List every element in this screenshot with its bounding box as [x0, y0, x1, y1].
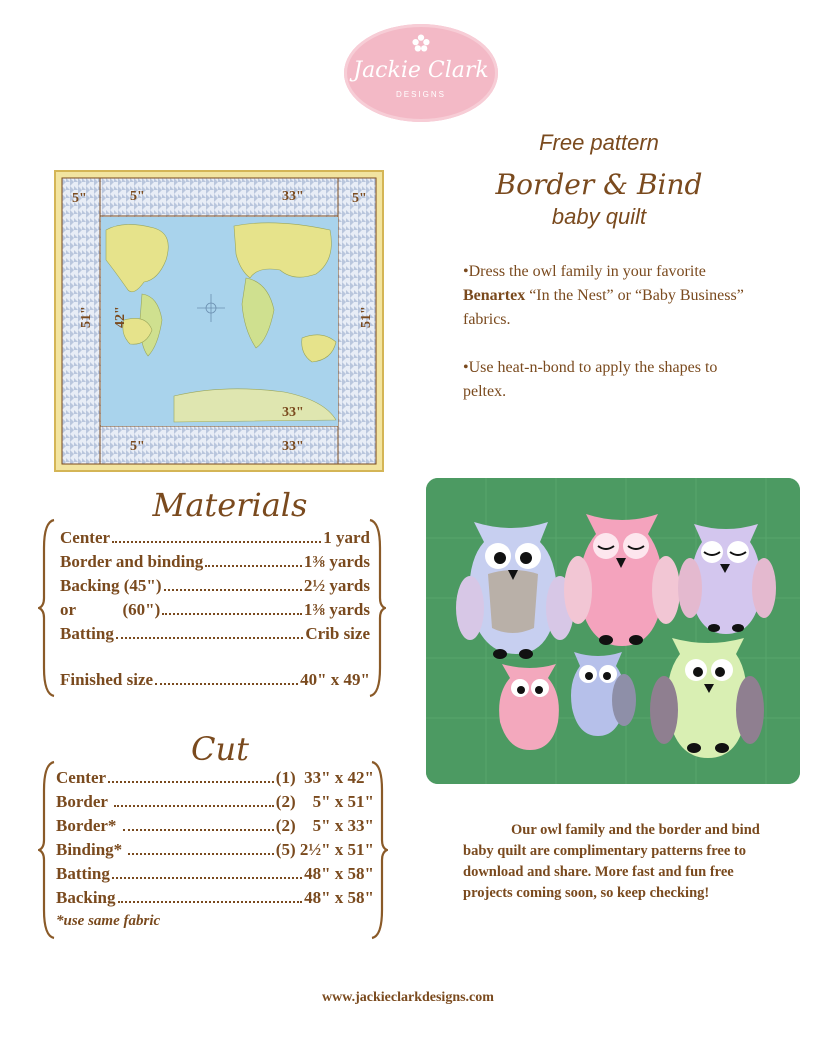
cut-value: (5) 2½" x 51" [275, 840, 374, 859]
cut-label: Binding* [56, 840, 127, 859]
label-top-left-5: 5" [72, 191, 87, 206]
cut-label: Backing [56, 888, 116, 907]
world-map-panel [101, 217, 338, 426]
label-top-5: 5" [130, 189, 145, 204]
cut-row [56, 766, 374, 790]
left-brace-icon [38, 760, 56, 940]
materials-row [60, 574, 370, 598]
heading-line-1: Free pattern [539, 130, 659, 155]
bullet-fabrics-pre: •Dress the owl family in your favorite [463, 263, 706, 280]
cut-label: Center [56, 768, 107, 787]
cut-note: *use same fabric [56, 913, 161, 929]
footer-website-link[interactable]: www.jackieclarkdesigns.com [322, 990, 494, 1005]
materials-title: Materials [152, 486, 308, 524]
materials-row [60, 526, 370, 550]
cut-value: 48" x 58" [304, 864, 374, 883]
cut-label: Batting [56, 864, 110, 883]
cut-row [56, 886, 374, 910]
materials-label: Border and binding [60, 552, 204, 571]
heading-line-3: baby quilt [551, 204, 647, 229]
materials-row [60, 550, 370, 574]
brand-logo [344, 24, 498, 122]
bullet-heat-n-bond: •Use heat-n-bond to apply the shapes to peltex. [463, 359, 718, 400]
bullet-fabrics [463, 260, 763, 332]
materials-label: Batting [60, 624, 114, 643]
label-left-51: 51" [79, 306, 94, 328]
label-top-33: 33" [282, 189, 304, 204]
materials-row [60, 598, 370, 622]
materials-value: Crib size [305, 624, 370, 643]
bullet-fabrics-post: “In the Nest” or “Baby Business” fabrics. [463, 287, 744, 328]
cut-row [56, 862, 374, 886]
cut-value: (2) 5" x 33" [275, 816, 374, 835]
materials-value: 1 yard [323, 528, 370, 547]
cut-list [56, 766, 374, 932]
materials-list [60, 526, 370, 692]
materials-label: Center [60, 528, 111, 547]
cut-title: Cut [191, 730, 249, 768]
logo-sub-text: DESIGNS [395, 90, 446, 99]
cut-row [56, 838, 374, 862]
label-right-51: 51" [359, 306, 374, 328]
label-bottom-5: 5" [130, 439, 145, 454]
brand-benartex: Benartex [463, 287, 526, 304]
materials-value: 2½ yards [303, 576, 370, 595]
finished-size-value: 40" x 49" [300, 670, 370, 689]
cut-row [56, 814, 374, 838]
label-bottom-33: 33" [282, 439, 304, 454]
materials-row [60, 622, 370, 646]
heading-line-2: Border & Bind [495, 168, 703, 201]
description-paragraph [463, 820, 763, 904]
cut-label: Border [56, 792, 112, 811]
left-brace-icon [38, 518, 56, 698]
finished-size-label: Finished size [60, 670, 154, 689]
flower-icon [412, 34, 430, 52]
cut-value: (1) 33" x 42" [275, 768, 374, 787]
cut-value: (2) 5" x 51" [275, 792, 374, 811]
label-left-42: 42" [113, 306, 128, 328]
logo-brand-text: Jackie Clark [353, 58, 489, 83]
label-mid-33: 33" [282, 405, 304, 420]
owl-family-photo [426, 478, 800, 784]
materials-label: or (60") [60, 600, 161, 619]
label-top-right-5: 5" [352, 191, 367, 206]
materials-label: Backing (45") [60, 576, 162, 595]
materials-value: 1⅜ yards [303, 600, 370, 619]
cut-label: Border* [56, 816, 121, 835]
description-text: Our owl family and the border and bind baby quilt are complimentary patterns free to download and share. More fast and fun free projects coming soon, so keep checking! [463, 822, 760, 901]
cut-value: 48" x 58" [304, 888, 374, 907]
cut-row [56, 790, 374, 814]
finished-size-row [60, 668, 370, 692]
materials-value: 1⅜ yards [303, 552, 370, 571]
right-brace-icon [368, 518, 386, 698]
quilt-diagram [54, 170, 384, 472]
